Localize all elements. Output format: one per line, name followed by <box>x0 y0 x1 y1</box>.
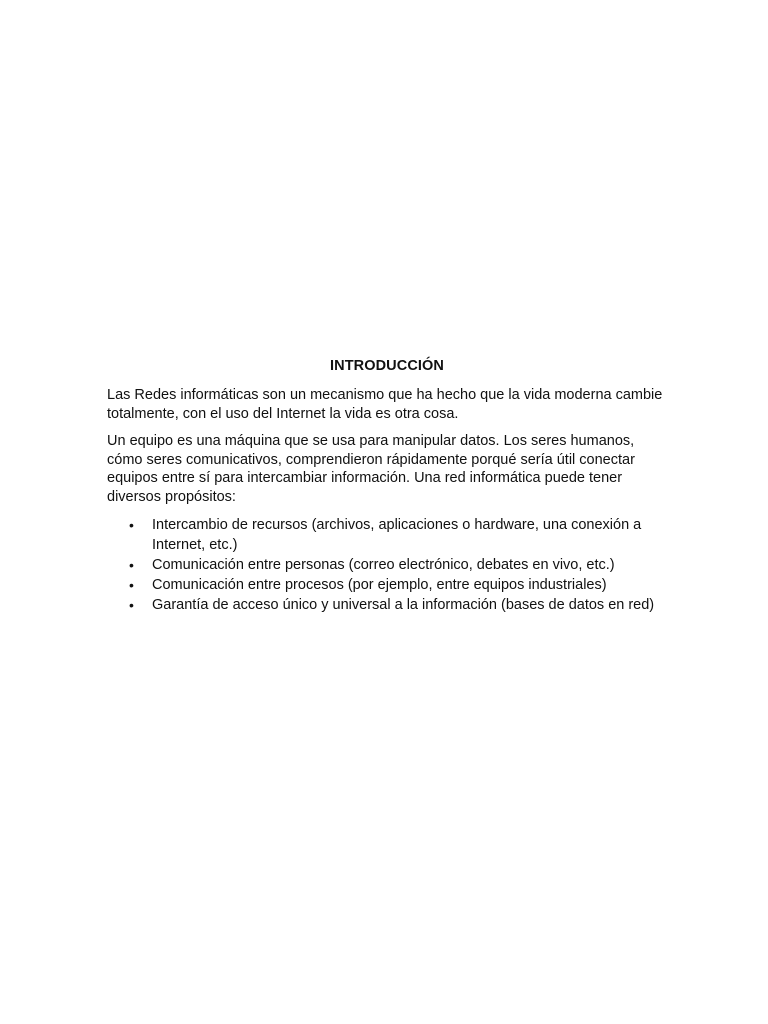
section-title: INTRODUCCIÓN <box>330 358 444 374</box>
list-item-text: Comunicación entre procesos (por ejemplo, entre equipos industriales) <box>152 577 607 593</box>
list-item <box>107 595 667 615</box>
paragraph-intro: Las Redes informáticas son un mecanismo que ha hecho que la vida moderna cambie totalmente, con el uso del Internet la vida es otra cosa. <box>107 387 663 422</box>
bullet-icon: • <box>129 517 134 533</box>
list-item <box>107 515 667 555</box>
bullet-icon: • <box>129 597 134 613</box>
bullet-icon: • <box>129 557 134 573</box>
document-body <box>107 357 667 615</box>
list-item-text: Comunicación entre personas (correo electrónico, debates en vivo, etc.) <box>152 557 615 573</box>
bullet-icon: • <box>129 577 134 593</box>
list-item <box>107 575 667 595</box>
purposes-list <box>107 515 667 615</box>
list-item-text: Garantía de acceso único y universal a la información (bases de datos en red) <box>152 597 655 613</box>
paragraph-definition: Un equipo es una máquina que se usa para manipular datos. Los seres humanos, cómo seres comunicativos, comprendieron rápidamente porqué sería útil conectar equipos entre sí para intercambiar información. Una red informática puede tener diversos propósitos: <box>107 433 635 505</box>
list-item <box>107 555 667 575</box>
list-item-text: Intercambio de recursos (archivos, aplicaciones o hardware, una conexión a Internet, etc.) <box>152 517 642 553</box>
